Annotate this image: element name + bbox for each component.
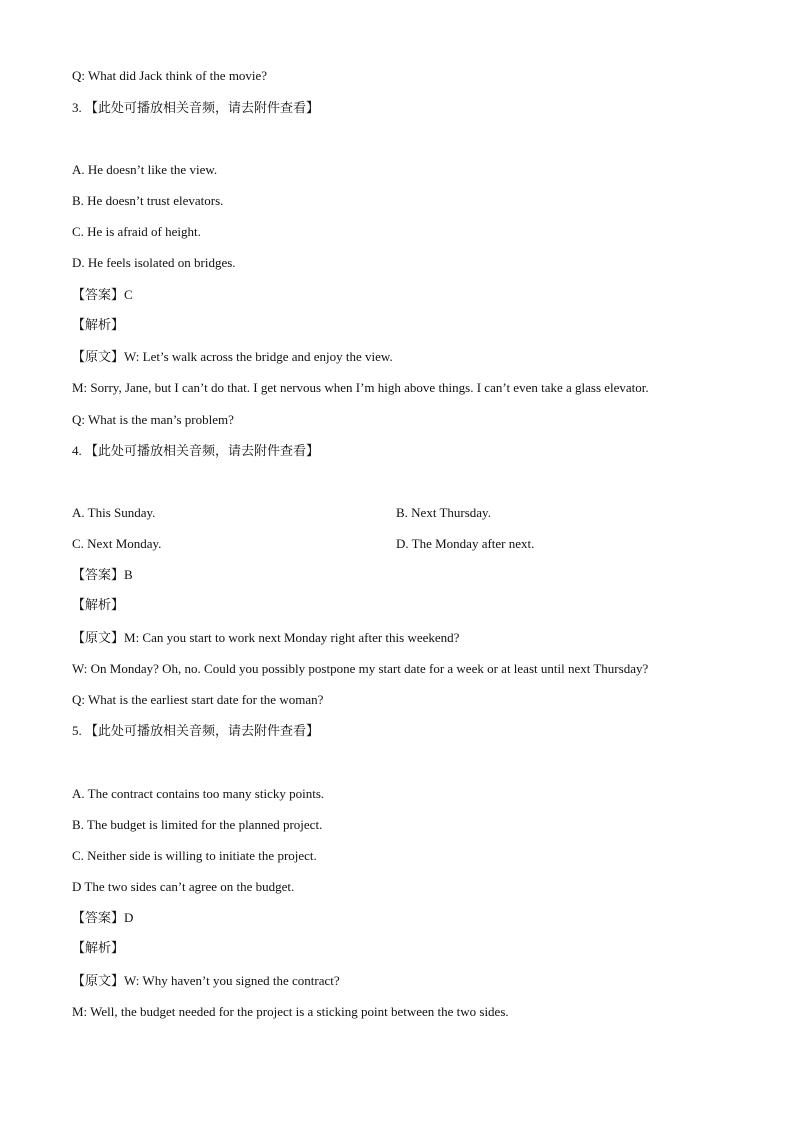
answer-value: D xyxy=(124,910,134,925)
q2-question: Q: What did Jack think of the movie? xyxy=(72,68,268,83)
answer-label: 【答案】 xyxy=(72,568,125,583)
q5-transcript-line-2: M: Well, the budget needed for the project is a sticking point between the two sides. xyxy=(72,1004,509,1019)
q3-option-a: A. He doesn’t like the view. xyxy=(72,162,218,177)
q5-transcript-line-1 xyxy=(72,973,340,990)
answer-value: B xyxy=(124,567,133,582)
q5-number: 5. xyxy=(72,723,82,738)
transcript-text: M: Can you start to work next Monday right after this weekend? xyxy=(124,630,460,645)
q5-answer xyxy=(72,910,133,927)
transcript-text: W: Why haven’t you signed the contract? xyxy=(124,973,340,988)
q5-analysis-label: 【解析】 xyxy=(72,941,125,956)
transcript-label: 【原文】 xyxy=(72,974,125,989)
q3-option-d: D. He feels isolated on bridges. xyxy=(72,255,236,270)
transcript-label: 【原文】 xyxy=(72,631,125,646)
transcript-text: W: Let’s walk across the bridge and enjoy the view. xyxy=(124,349,393,364)
q4-answer xyxy=(72,567,133,584)
q5-option-a: A. The contract contains too many sticky points. xyxy=(72,786,325,801)
q3-option-c: C. He is afraid of height. xyxy=(72,224,201,239)
q4-option-a: A. This Sunday. xyxy=(72,505,156,520)
q5-option-d: D The two sides can’t agree on the budget. xyxy=(72,879,295,894)
q4-transcript-line-1 xyxy=(72,630,459,647)
answer-value: C xyxy=(124,287,133,302)
q3-transcript-line-2: M: Sorry, Jane, but I can’t do that. I get nervous when I’m high above things. I can’t even take a glass elevator. xyxy=(72,380,649,395)
q4-transcript-line-3: Q: What is the earliest start date for the woman? xyxy=(72,692,324,707)
q3-transcript-line-1 xyxy=(72,349,393,366)
q4-audio-note: 【此处可播放相关音频，请去附件查看】 xyxy=(85,444,320,459)
q4-option-c: C. Next Monday. xyxy=(72,536,162,551)
q4-header xyxy=(72,443,319,460)
q3-answer xyxy=(72,287,133,304)
q3-option-b: B. He doesn’t trust elevators. xyxy=(72,193,224,208)
q5-option-c: C. Neither side is willing to initiate the project. xyxy=(72,848,317,863)
q3-transcript-line-3: Q: What is the man’s problem? xyxy=(72,412,234,427)
q4-analysis-label: 【解析】 xyxy=(72,598,125,613)
answer-label: 【答案】 xyxy=(72,911,125,926)
q5-audio-note: 【此处可播放相关音频，请去附件查看】 xyxy=(85,724,320,739)
q4-transcript-line-2: W: On Monday? Oh, no. Could you possibly postpone my start date for a week or at least until next Thursday? xyxy=(72,661,649,676)
q4-option-d: D. The Monday after next. xyxy=(396,536,535,551)
q3-header xyxy=(72,100,319,117)
transcript-label: 【原文】 xyxy=(72,350,125,365)
q5-header xyxy=(72,723,319,740)
q3-analysis-label: 【解析】 xyxy=(72,318,125,333)
q4-option-b: B. Next Thursday. xyxy=(396,505,491,520)
q3-audio-note: 【此处可播放相关音频，请去附件查看】 xyxy=(85,101,320,116)
q4-number: 4. xyxy=(72,443,82,458)
q5-option-b: B. The budget is limited for the planned project. xyxy=(72,817,323,832)
q3-number: 3. xyxy=(72,100,82,115)
answer-label: 【答案】 xyxy=(72,288,125,303)
